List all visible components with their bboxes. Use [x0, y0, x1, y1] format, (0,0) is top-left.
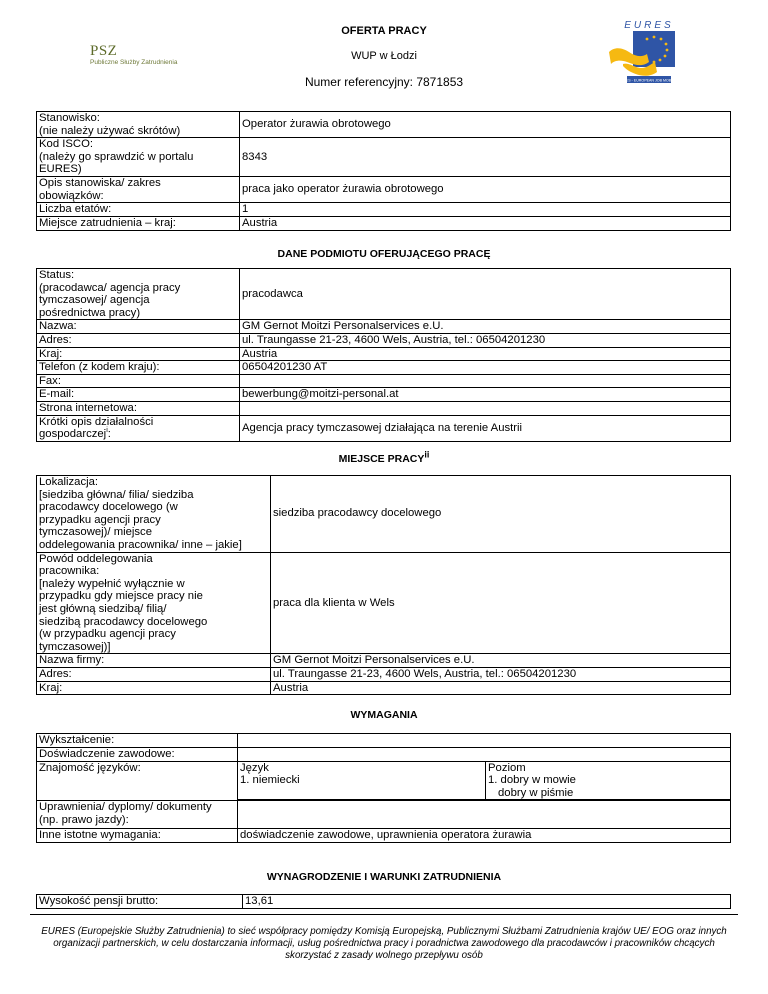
salary-label: Wysokość pensji brutto:: [37, 895, 243, 909]
footer-divider: [30, 914, 738, 915]
employer-table: [36, 268, 731, 442]
business-description-value: Agencja pracy tymczasowej działająca na terenie Austrii: [240, 415, 731, 441]
workplace-country-label: Kraj:: [37, 681, 271, 695]
other-requirements-value: doświadczenie zawodowe, uprawnienia operatora żurawia: [238, 829, 731, 843]
phone-value: 06504201230 AT: [240, 361, 731, 375]
isco-value: 8343: [240, 138, 731, 177]
level-cell: [486, 761, 731, 800]
eures-logo: [605, 18, 685, 88]
salary-table: [36, 894, 731, 909]
job-description-label: Opis stanowiska/ zakres obowiązków:: [37, 177, 240, 203]
location-value: siedziba pracodawcy docelowego: [271, 476, 731, 553]
workplace-address-label: Adres:: [37, 667, 271, 681]
footer-text: EURES (Europejskie Służby Zatrudnienia) to sieć współpracy pomiędzy Komisją Europejską, Publicznymi Służbami Zatrudnienia krajów UE/ EOG oraz innych organizacji partnerskich, w celu dostarczania informacji, usług pośrednictwa pracy i poradnictwa zawodowego dla pracodawców i pracowników chcących skorzystać z zasady wolnego przepływu osób: [41, 926, 727, 961]
language-cell: [238, 761, 486, 800]
other-requirements-label: Inne istotne wymagania:: [37, 829, 238, 843]
psz-logo: [90, 44, 190, 68]
employer-country-label: Kraj:: [37, 347, 240, 361]
language-header: Język: [240, 761, 269, 774]
vacancies-label: Liczba etatów:: [37, 203, 240, 217]
office-name: WUP w Łodzi: [351, 50, 417, 62]
address-label: Adres:: [37, 333, 240, 347]
education-value: [238, 734, 731, 748]
phone-label: Telefon (z kodem kraju):: [37, 361, 240, 375]
salary-heading: WYNAGRODZENIE I WARUNKI ZATRUDNIENIA: [266, 871, 502, 883]
vacancies-value: 1: [240, 203, 731, 217]
requirements-heading: WYMAGANIA: [350, 709, 418, 721]
status-value: pracodawca: [240, 269, 731, 320]
workplace-address-value: ul. Traungasse 21-23, 4600 Wels, Austria, tel.: 06504201230: [271, 667, 731, 681]
country-label: Miejsce zatrudnienia – kraj:: [37, 216, 240, 230]
workplace-heading: [0, 449, 768, 465]
delegation-reason-value: praca dla klienta w Wels: [271, 552, 731, 654]
position-value: Operator żurawia obrotowego: [240, 112, 731, 138]
level-value-2: dobry w piśmie: [498, 786, 574, 799]
footnote-mark-i: i: [106, 427, 108, 435]
workplace-table: [36, 475, 731, 695]
location-label: Lokalizacja: [siedziba główna/ filia/ siedziba pracodawcy docelowego (w przypadku agencji pracy tymczasowej)/ miejsce oddelegowania pracownika/ inne – jakie]: [37, 476, 271, 553]
job-description-value: praca jako operator żurawia obrotowego: [240, 177, 731, 203]
name-value: GM Gernot Moitzi Personalservices e.U.: [240, 320, 731, 334]
psz-logo-text: PSZ: [90, 43, 118, 59]
email-value: bewerbung@moitzi-personal.at: [240, 388, 731, 402]
footnote-mark-ii: ii: [424, 449, 430, 460]
licenses-label: Uprawnienia/ dyplomy/ dokumenty (np. prawo jazdy):: [37, 801, 238, 829]
requirements-table: [36, 733, 731, 843]
experience-label: Doświadczenie zawodowe:: [37, 748, 238, 762]
reference-number: Numer referencyjny: 7871853: [304, 75, 464, 89]
email-label: E-mail:: [37, 388, 240, 402]
salary-value: 13,61: [243, 895, 731, 909]
delegation-reason-label: Powód oddelegowania pracownika: [należy wypełnić wyłącznie w przypadku gdy miejsce pracy nie jest główną siedzibą/ filią/ siedzibą pracodawcy docelowego (w przypadku agencji pracy tymczasowej)]: [37, 552, 271, 654]
name-label: Nazwa:: [37, 320, 240, 334]
workplace-heading-text: MIEJSCE PRACY: [338, 453, 425, 465]
language-value: 1. niemiecki: [240, 774, 300, 787]
level-value-1: 1. dobry w mowie: [488, 774, 576, 787]
status-label: Status: (pracodawca/ agencja pracy tymczasowej/ agencja pośrednictwa pracy): [37, 269, 240, 320]
fax-label: Fax:: [37, 374, 240, 388]
position-label: Stanowisko: (nie należy używać skrótów): [37, 112, 240, 138]
eures-logo-sub: EURES - EUROPEAN JOB MOBILITY: [618, 78, 680, 83]
address-value: ul. Traungasse 21-23, 4600 Wels, Austria, tel.: 06504201230: [240, 333, 731, 347]
country-value: Austria: [240, 216, 731, 230]
fax-value: [240, 374, 731, 388]
licenses-value: [238, 801, 731, 829]
position-table: [36, 111, 731, 231]
company-name-value: GM Gernot Moitzi Personalservices e.U.: [271, 654, 731, 668]
website-label: Strona internetowa:: [37, 401, 240, 415]
employer-country-value: Austria: [240, 347, 731, 361]
eures-logo-text: EURES: [624, 20, 674, 31]
website-value: [240, 401, 731, 415]
level-header: Poziom: [488, 761, 526, 774]
languages-label: Znajomość języków:: [37, 761, 238, 800]
experience-value: [238, 748, 731, 762]
business-description-label-text: Krótki opis działalności gospodarczej: [39, 415, 154, 441]
employer-heading: DANE PODMIOTU OFERUJĄCEGO PRACĘ: [277, 248, 491, 260]
workplace-country-value: Austria: [271, 681, 731, 695]
business-description-label: Krótki opis działalności gospodarczej$^i$:: [37, 415, 240, 441]
psz-logo-subtext: Publiczne Służby Zatrudnienia: [90, 59, 178, 66]
document-title: OFERTA PRACY: [341, 25, 427, 37]
education-label: Wykształcenie:: [37, 734, 238, 748]
company-name-label: Nazwa firmy:: [37, 654, 271, 668]
isco-label: Kod ISCO: (należy go sprawdzić w portalu EURES): [37, 138, 240, 177]
